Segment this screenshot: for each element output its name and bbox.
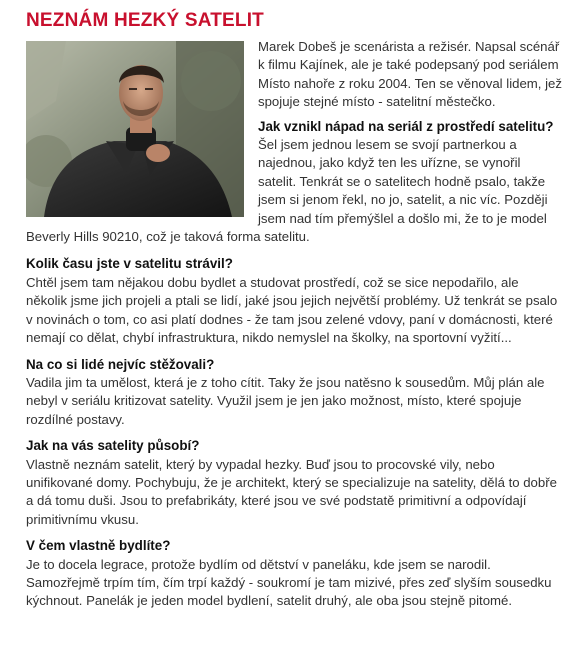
question-1: Jak vznikl nápad na seriál z prostředí satelitu?: [258, 118, 554, 134]
answer-2: Chtěl jsem tam nějakou dobu bydlet a studovat prostředí, což se sice nepodařilo, ale několik jsme jich projeli a ptali se lidí, jaké jsou jejich největší problémy. Už tenkrát se psalo v novinách o tom, co asi platí dodnes - že tam jsou zelené vdovy, paní v domácnosti, které nemají co dělat, chybí infrastruktura, nikdo nemyslel na školky, na sportovní vyžití...: [26, 274, 558, 346]
article-title: NEZNÁM HEZKÝ SATELIT: [26, 10, 264, 31]
answer-1: Šel jsem jednou lesem se svojí partnerkou a najednou, jako když ten les uřízne, se vynořil satelit. Tenkrát se o satelitech hodně psalo, takže jsem si jenom řekl, no jo, satelit, a nic víc. Později jsem nad tím přemýšlel a došlo mi, že to je model Beverly Hills 90210, což je taková forma satelitu.: [26, 137, 548, 245]
portrait-photo: [26, 41, 244, 217]
answer-3: Vadila jim ta umělost, která je z toho cítit. Taky že jsou natěsno k sousedům. Můj plán ale nebyl v seriálu kritizovat satelity. Využil jsem je jen jako možnost, místo, které spojuje rozdílné postavy.: [26, 374, 545, 427]
question-3: Na co si lidé nejvíc stěžovali?: [26, 356, 215, 372]
question-2: Kolik času jste v satelitu strávil?: [26, 256, 233, 272]
answer-5: Je to docela legrace, protože bydlím od dětství v paneláku, kde jsem se narodil. Samozřejmě trpím tím, čím trpí každý - soukromí je tam mizivé, přes zeď slyším sousedku kýchnout. Panelák je jeden model bydlení, satelit druhý, ale oba jsou stejně pitomé.: [26, 556, 552, 609]
portrait-photo-illustration: [26, 41, 244, 217]
question-4: Jak na vás satelity působí?: [26, 438, 200, 454]
intro-paragraph: Marek Dobeš je scenárista a režisér. Napsal scénář k filmu Kajínek, ale je také podepsaný pod seriálem Místo nahoře z roku 2004. Ten se věnoval lidem, jež spojuje stejné místo - satelitní městečko.: [258, 39, 562, 110]
answer-4: Vlastně neznám satelit, který by vypadal hezky. Buď jsou to procovské vily, nebo unifikované domy. Pochybuju, že je architekt, který se specializuje na satelity, dělá to dobře a dá tomu duši. Jsou to prefabrikáty, které jsou ve své podstatě primitivní a odpovídají primitivnímu vkusu.: [26, 456, 557, 527]
question-5: V čem vlastně bydlíte?: [26, 538, 171, 554]
